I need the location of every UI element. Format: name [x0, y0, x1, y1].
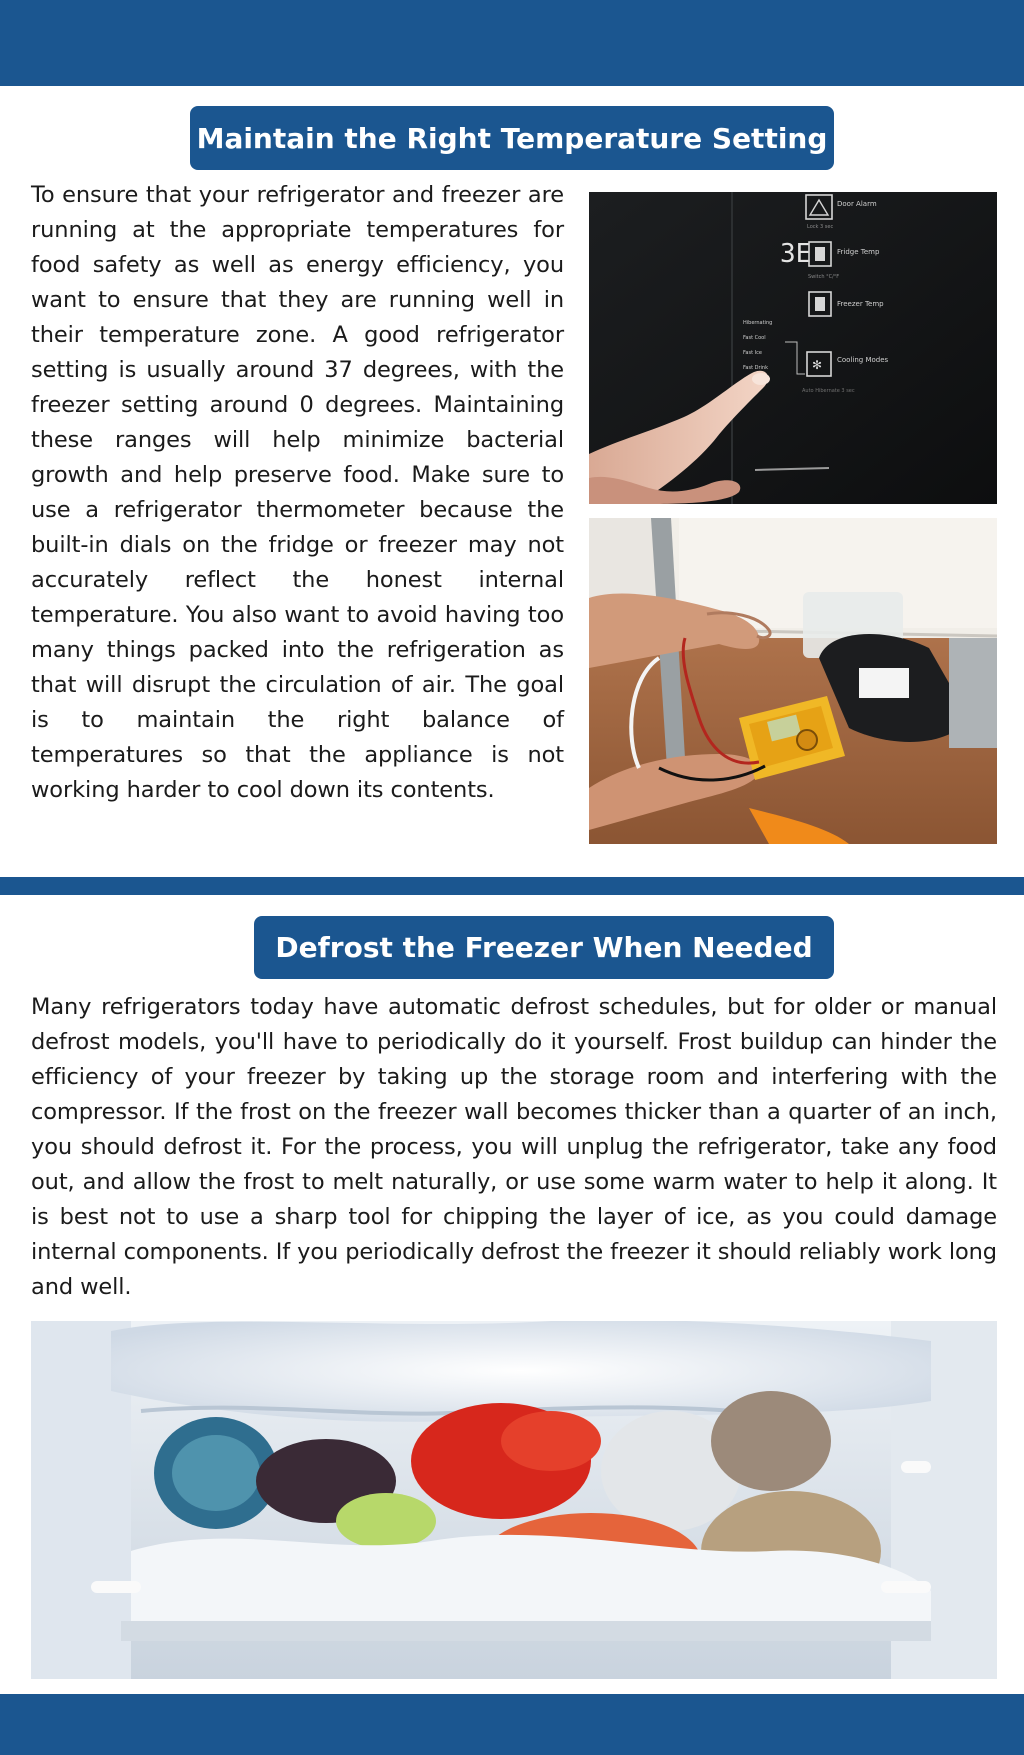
panel-door-alarm-label: Door Alarm [837, 200, 877, 208]
panel-lock-label: Lock 3 sec [807, 224, 834, 230]
panel-mode-2: Fast Cool [743, 335, 766, 341]
panel-mode-4: Fast Drink [743, 365, 768, 371]
panel-switch-label: Switch °C/°F [808, 274, 840, 280]
snowflake-icon: ✻ [812, 358, 823, 372]
panel-auto-label: Auto Hibernate 3 sec [802, 388, 855, 394]
section-heading-temperature: Maintain the Right Temperature Setting [190, 106, 834, 170]
panel-fridge-temp-label: Fridge Temp [837, 248, 880, 256]
defrost-paragraph: Many refrigerators today have automatic defrost schedules, but for older or manual defrost models, you'll have to periodically do it yourself. Frost buildup can hinder the efficiency of your freezer by taking up the storage room and interfering with the compressor. If the frost on the freezer wall becomes thicker than a quarter of an inch, you should defrost it. For the process, you will unplug the refrigerator, take any food out, and allow the frost to melt naturally, or use some warm water to help it along. It is best not to use a sharp tool for chipping the layer of ice, as you could damage internal components. If you periodically defrost the freezer it should reliably work long and well. [31, 994, 997, 1300]
temperature-paragraph: To ensure that your refrigerator and freezer are running at the appropriate temperatures for food safety as well as energy efficiency, you want to ensure that they are running well in their temperature zone. A good refrigerator setting is usually around 37 degrees, with the freezer setting around 0 degrees. Maintaining these ranges will help minimize bacterial growth and help preserve food. Make sure to use a refrigerator thermometer because the built-in dials on the fridge or freezer may not accurately reflect the honest internal temperature. You also want to avoid having too many things packed into the refrigeration as that will disrupt the circulation of air. The goal is to maintain the right balance of temperatures so that the appliance is not working harder to cool down its contents. [31, 182, 564, 803]
panel-cooling-modes-label: Cooling Modes [837, 356, 889, 364]
section-divider [0, 877, 1024, 895]
section-heading-defrost: Defrost the Freezer When Needed [254, 916, 834, 979]
top-banner [0, 0, 1024, 86]
control-panel-photo [589, 192, 997, 504]
panel-mode-1: Hibernating [743, 320, 773, 326]
frosted-freezer-photo [31, 1321, 997, 1679]
multimeter-photo [589, 518, 997, 844]
bottom-banner [0, 1694, 1024, 1755]
panel-freezer-temp-label: Freezer Temp [837, 300, 884, 308]
panel-display-readout: 3E [780, 239, 812, 269]
panel-mode-3: Fast Ice [743, 350, 762, 356]
